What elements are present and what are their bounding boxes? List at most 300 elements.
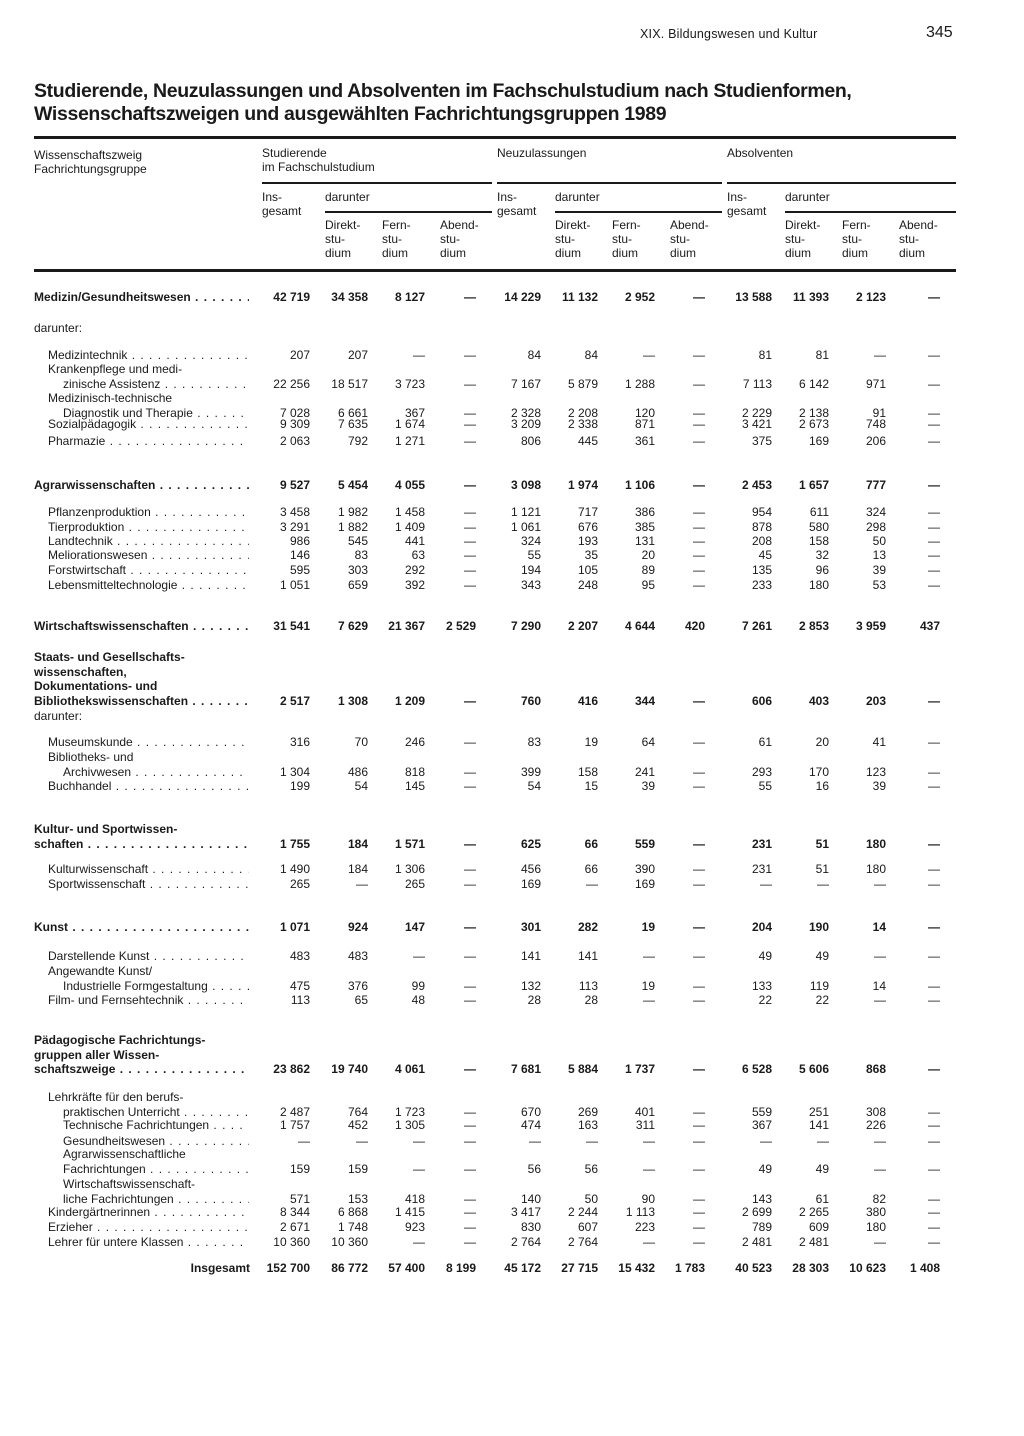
table-cell: 292: [404, 563, 425, 577]
table-cell: —: [693, 836, 705, 851]
table-cell: 2 208: [567, 405, 598, 420]
row-label: Agrarwissenschaftliche: [63, 1147, 186, 1161]
table-cell: —: [928, 405, 940, 420]
total-cell: 1 783: [674, 1261, 705, 1275]
table-cell: —: [928, 348, 940, 362]
table-cell: —: [928, 862, 940, 876]
table-cell: 971: [865, 376, 886, 391]
table-cell: 298: [865, 520, 886, 534]
table-cell: 2 853: [798, 619, 829, 633]
table-cell: 9 527: [279, 478, 310, 492]
row-label: Gesundheitswesen . . .: [63, 1134, 249, 1149]
table-cell: 265: [289, 877, 310, 891]
table-cell: 49: [758, 949, 772, 963]
table-cell: 49: [758, 1161, 772, 1176]
col-header-direktstudium: Direkt-: [325, 218, 361, 232]
row-label: schaftszweige . . .: [34, 1062, 249, 1077]
table-cell: —: [693, 1205, 705, 1219]
table-cell: —: [413, 1134, 425, 1148]
table-cell: —: [693, 1161, 705, 1176]
table-cell: 386: [634, 505, 655, 519]
table-cell: —: [928, 1118, 940, 1132]
table-cell: 31 541: [273, 619, 310, 633]
total-cell: 27 715: [561, 1261, 598, 1275]
col-header-direktstudium-2: stu-: [555, 232, 576, 246]
table-cell: 1 755: [279, 836, 310, 851]
row-label: Landtechnik . . .: [48, 534, 249, 549]
table-cell: 2 244: [567, 1205, 598, 1219]
table-cell: 18 517: [331, 376, 368, 391]
table-cell: 184: [347, 862, 368, 876]
table-cell: 180: [865, 862, 886, 876]
table-cell: 28: [584, 993, 598, 1007]
table-cell: 580: [808, 520, 829, 534]
table-cell: 61: [758, 735, 772, 749]
table-cell: 70: [354, 735, 368, 749]
row-label: Dokumentations- und: [34, 679, 158, 693]
table-cell: —: [874, 348, 886, 362]
row-label: Medizintechnik . . .: [48, 348, 249, 363]
table-cell: 194: [520, 563, 541, 577]
page-number: 345: [926, 24, 953, 41]
group-header-studierende-sub: im Fachschulstudium: [262, 160, 375, 174]
table-cell: 158: [577, 764, 598, 779]
table-cell: 14: [872, 920, 886, 934]
table-cell: —: [464, 1118, 476, 1132]
table-cell: 32: [815, 548, 829, 562]
table-cell: 193: [577, 534, 598, 548]
table-cell: 231: [751, 862, 772, 876]
table-cell: 1 071: [279, 920, 310, 934]
table-cell: 1 748: [337, 1220, 368, 1234]
table-cell: 1 051: [279, 578, 310, 592]
table-cell: 1 113: [625, 1205, 655, 1219]
col-header-fernstudium: Fern-: [842, 218, 871, 232]
table-cell: 2 764: [510, 1235, 541, 1249]
table-cell: 53: [872, 578, 886, 592]
table-cell: 3 723: [394, 376, 425, 391]
table-cell: 375: [751, 434, 772, 448]
table-cell: —: [693, 693, 705, 708]
table-cell: 3 209: [510, 417, 541, 431]
col-header-direktstudium-2: stu-: [325, 232, 346, 246]
table-cell: —: [693, 348, 705, 362]
table-cell: —: [464, 1220, 476, 1234]
table-cell: 11 393: [792, 290, 829, 304]
table-cell: —: [464, 862, 476, 876]
table-cell: —: [464, 348, 476, 362]
group-rule-studierende: [262, 182, 492, 184]
running-header: XIX. Bildungswesen und Kultur: [640, 27, 818, 41]
table-cell: 90: [641, 1191, 655, 1206]
table-cell: —: [693, 993, 705, 1007]
col-header-abendstudium: Abend-: [670, 218, 709, 232]
row-label: Kulturwissenschaft . . .: [48, 862, 249, 877]
total-cell: 8 199: [445, 1261, 476, 1275]
table-cell: 625: [520, 836, 541, 851]
col-header-abendstudium: Abend-: [440, 218, 479, 232]
table-cell: 1 974: [567, 478, 598, 492]
table-cell: —: [464, 993, 476, 1007]
table-cell: —: [464, 520, 476, 534]
table-cell: 163: [577, 1118, 598, 1132]
table-cell: 1 409: [394, 520, 425, 534]
table-cell: 445: [577, 434, 598, 448]
table-cell: 6 868: [337, 1205, 368, 1219]
table-cell: —: [356, 877, 368, 891]
row-label: Archivwesen . . .: [63, 765, 249, 780]
table-cell: 380: [865, 1205, 886, 1219]
title-line-1: Studierende, Neuzulassungen und Absolventen im Fachschulstudium nach Studienformen,: [34, 80, 852, 102]
table-cell: —: [928, 478, 940, 492]
table-cell: —: [693, 1062, 705, 1076]
table-cell: —: [464, 534, 476, 548]
col-header-fernstudium: Fern-: [382, 218, 411, 232]
table-cell: 390: [634, 862, 655, 876]
table-cell: 1 306: [394, 862, 425, 876]
table-cell: 95: [641, 578, 655, 592]
row-label: Bibliothekswissenschaften . . .: [34, 694, 249, 709]
table-cell: —: [643, 1235, 655, 1249]
row-label: praktischen Unterricht . . .: [63, 1105, 249, 1120]
table-cell: 133: [751, 978, 772, 993]
table-cell: 226: [865, 1118, 886, 1132]
table-cell: 204: [751, 920, 772, 934]
table-cell: 21 367: [388, 619, 425, 633]
table-cell: 123: [865, 764, 886, 779]
table-cell: —: [928, 949, 940, 963]
table-cell: 66: [584, 862, 598, 876]
table-cell: 169: [808, 434, 829, 448]
row-label: Pharmazie . . .: [48, 434, 249, 449]
col-header-direktstudium-2: stu-: [785, 232, 806, 246]
table-cell: 1 882: [337, 520, 368, 534]
table-cell: 2 764: [567, 1235, 598, 1249]
table-cell: 7 113: [742, 376, 772, 391]
col-header-darunter: darunter: [785, 190, 830, 204]
table-cell: 42 719: [273, 290, 310, 304]
table-cell: 19: [641, 920, 655, 934]
table-cell: 34 358: [331, 290, 368, 304]
table-cell: 19: [584, 735, 598, 749]
table-cell: 269: [577, 1104, 598, 1119]
table-cell: 301: [520, 920, 541, 934]
table-cell: 392: [404, 578, 425, 592]
table-cell: 7 629: [337, 619, 368, 633]
table-cell: —: [413, 1161, 425, 1176]
col-header-abendstudium-2: stu-: [440, 232, 461, 246]
page-title: [34, 80, 964, 126]
col-header-insgesamt: Ins-: [262, 190, 283, 204]
table-cell: —: [928, 290, 940, 304]
table-cell: 2 207: [567, 619, 598, 633]
table-cell: 83: [527, 735, 541, 749]
table-cell: 5 884: [567, 1062, 598, 1076]
table-cell: 65: [354, 993, 368, 1007]
table-cell: 367: [404, 405, 425, 420]
row-label: Lehrkräfte für den berufs-: [48, 1090, 184, 1104]
table-cell: 1 458: [394, 505, 425, 519]
row-label: Fachrichtungen . . .: [63, 1162, 249, 1177]
table-cell: 169: [634, 877, 655, 891]
table-cell: 63: [411, 548, 425, 562]
table-cell: —: [928, 1235, 940, 1249]
col-header-direktstudium-3: dium: [785, 246, 812, 260]
table-cell: 5 606: [798, 1062, 829, 1076]
table-cell: —: [643, 1134, 655, 1148]
row-label: Sportwissenschaft . . .: [48, 877, 249, 892]
table-cell: 241: [634, 764, 655, 779]
stub-header-2: Fachrichtungsgruppe: [34, 162, 147, 176]
table-cell: 45: [758, 548, 772, 562]
table-cell: —: [464, 1161, 476, 1176]
table-cell: 792: [347, 434, 368, 448]
table-cell: 868: [865, 1062, 886, 1076]
table-cell: 871: [634, 417, 655, 431]
col-header-direktstudium: Direkt-: [555, 218, 591, 232]
table-cell: 1 757: [279, 1118, 310, 1132]
table-cell: 96: [815, 563, 829, 577]
table-cell: 606: [751, 693, 772, 708]
col-header-fernstudium-3: dium: [612, 246, 639, 260]
table-cell: —: [928, 693, 940, 708]
table-cell: 113: [290, 993, 310, 1007]
row-label: Meliorationswesen . . .: [48, 548, 249, 563]
table-cell: —: [356, 1134, 368, 1148]
table-cell: 2 517: [279, 693, 310, 708]
table-cell: 1 490: [279, 862, 310, 876]
table-cell: —: [693, 735, 705, 749]
table-cell: 2 229: [741, 405, 772, 420]
table-cell: 676: [577, 520, 598, 534]
table-cell: 147: [404, 920, 425, 934]
table-cell: —: [693, 405, 705, 420]
table-cell: —: [464, 1062, 476, 1076]
table-cell: —: [874, 1134, 886, 1148]
table-cell: 7 635: [337, 417, 368, 431]
table-cell: 1 304: [279, 764, 310, 779]
table-cell: 131: [634, 534, 655, 548]
table-cell: —: [464, 1104, 476, 1119]
table-cell: —: [874, 877, 886, 891]
table-cell: 39: [872, 779, 886, 793]
table-cell: 55: [758, 779, 772, 793]
total-cell: 152 700: [266, 1261, 310, 1275]
table-cell: 82: [872, 1191, 886, 1206]
table-cell: 9 309: [279, 417, 310, 431]
table-cell: —: [693, 505, 705, 519]
table-cell: —: [928, 836, 940, 851]
table-cell: —: [693, 920, 705, 934]
col-header-abendstudium-3: dium: [440, 246, 467, 260]
table-cell: —: [413, 1235, 425, 1249]
table-cell: 22: [815, 993, 829, 1007]
col-header-insgesamt-2: gesamt: [262, 204, 302, 218]
table-cell: 486: [347, 764, 368, 779]
table-cell: 190: [808, 920, 829, 934]
table-cell: —: [693, 764, 705, 779]
table-cell: 3 291: [279, 520, 310, 534]
table-cell: 248: [577, 578, 598, 592]
table-cell: —: [464, 949, 476, 963]
table-cell: 923: [404, 1220, 425, 1234]
table-cell: 4 644: [624, 619, 655, 633]
table-cell: 14 229: [504, 290, 541, 304]
table-cell: 91: [872, 405, 886, 420]
table-cell: 717: [577, 505, 598, 519]
table-cell: 159: [347, 1161, 368, 1176]
table-cell: 84: [584, 348, 598, 362]
table-cell: 1 209: [394, 693, 425, 708]
row-label: Kultur- und Sportwissen-: [34, 822, 178, 836]
row-label: Sozialpädagogik . . .: [48, 417, 249, 432]
table-cell: —: [643, 949, 655, 963]
table-cell: 456: [520, 862, 541, 876]
table-cell: —: [464, 1191, 476, 1206]
table-cell: 1 308: [337, 693, 368, 708]
table-cell: —: [928, 1062, 940, 1076]
table-cell: 13 588: [735, 290, 772, 304]
table-cell: —: [693, 534, 705, 548]
table-cell: 141: [577, 949, 598, 963]
table-cell: 231: [751, 836, 772, 851]
row-label: Medizinisch-technische: [48, 391, 173, 405]
table-cell: 2 453: [741, 478, 772, 492]
table-cell: 344: [634, 693, 655, 708]
col-header-abendstudium-2: stu-: [899, 232, 920, 246]
table-cell: —: [464, 836, 476, 851]
table-cell: 140: [520, 1191, 541, 1206]
table-cell: —: [643, 1161, 655, 1176]
table-cell: 83: [354, 548, 368, 562]
table-cell: 420: [684, 619, 705, 633]
table-cell: 16: [815, 779, 829, 793]
table-cell: —: [693, 862, 705, 876]
table-cell: 385: [634, 520, 655, 534]
table-cell: 2 487: [279, 1104, 310, 1119]
row-label: Medizin/Gesundheitswesen . . .: [34, 290, 249, 305]
table-cell: 2 481: [741, 1235, 772, 1249]
table-cell: 22 256: [273, 376, 310, 391]
table-cell: 789: [751, 1220, 772, 1234]
table-cell: 2 328: [510, 405, 541, 420]
table-cell: —: [928, 548, 940, 562]
col-header-abendstudium-3: dium: [670, 246, 697, 260]
table-cell: 143: [751, 1191, 772, 1206]
table-cell: 50: [872, 534, 886, 548]
table-cell: 308: [865, 1104, 886, 1119]
table-cell: 986: [289, 534, 310, 548]
table-cell: 2 952: [624, 290, 655, 304]
table-cell: 3 458: [279, 505, 310, 519]
table-cell: —: [928, 563, 940, 577]
table-cell: —: [928, 520, 940, 534]
table-cell: —: [693, 520, 705, 534]
table-cell: 7 290: [510, 619, 541, 633]
table-cell: —: [874, 1235, 886, 1249]
table-cell: 483: [347, 949, 368, 963]
table-cell: 2 529: [445, 619, 476, 633]
table-cell: 4 061: [394, 1062, 425, 1076]
table-cell: 135: [751, 563, 772, 577]
col-header-insgesamt: Ins-: [497, 190, 518, 204]
row-label: Krankenpflege und medi-: [48, 362, 183, 376]
table-cell: —: [928, 534, 940, 548]
table-cell: 23 862: [273, 1062, 310, 1076]
table-cell: 169: [520, 877, 541, 891]
table-cell: —: [464, 548, 476, 562]
table-cell: 159: [289, 1161, 310, 1176]
table-cell: 89: [641, 563, 655, 577]
table-cell: 316: [289, 735, 310, 749]
table-cell: 545: [347, 534, 368, 548]
row-label: Diagnostik und Therapie . . .: [63, 406, 249, 421]
total-cell: 1 408: [909, 1261, 940, 1275]
table-cell: 878: [751, 520, 772, 534]
table-cell: 818: [404, 764, 425, 779]
table-cell: 28: [527, 993, 541, 1007]
table-cell: 56: [527, 1161, 541, 1176]
table-cell: 61: [815, 1191, 829, 1206]
table-cell: —: [693, 877, 705, 891]
col-header-insgesamt: Ins-: [727, 190, 748, 204]
table-cell: 806: [520, 434, 541, 448]
row-label: Staats- und Gesellschafts-: [34, 650, 185, 664]
table-cell: 1 737: [624, 1062, 655, 1076]
table-cell: —: [693, 978, 705, 993]
table-cell: 10 360: [273, 1235, 310, 1249]
table-cell: 7 028: [279, 405, 310, 420]
table-cell: —: [874, 993, 886, 1007]
table-cell: —: [693, 417, 705, 431]
col-header-direktstudium: Direkt-: [785, 218, 821, 232]
table-cell: 223: [634, 1220, 655, 1234]
table-cell: 3 417: [510, 1205, 541, 1219]
row-label: Lebensmitteltechnologie . . .: [48, 578, 249, 593]
table-cell: 119: [809, 978, 829, 993]
table-cell: 367: [751, 1118, 772, 1132]
table-cell: 99: [411, 978, 425, 993]
table-cell: 141: [520, 949, 541, 963]
table-cell: 13: [872, 548, 886, 562]
table-cell: 8 344: [279, 1205, 310, 1219]
table-cell: 51: [815, 862, 829, 876]
table-cell: —: [464, 417, 476, 431]
total-cell: 40 523: [735, 1261, 772, 1275]
header-bottom-rule: [34, 269, 956, 272]
table-cell: 437: [919, 619, 940, 633]
table-cell: —: [928, 1205, 940, 1219]
col-header-darunter: darunter: [555, 190, 600, 204]
total-label: Insgesamt: [190, 1261, 250, 1275]
table-cell: —: [928, 993, 940, 1007]
table-cell: 764: [347, 1104, 368, 1119]
table-cell: —: [928, 764, 940, 779]
table-cell: 64: [641, 735, 655, 749]
table-cell: 208: [751, 534, 772, 548]
table-cell: —: [928, 1191, 940, 1206]
col-header-abendstudium: Abend-: [899, 218, 938, 232]
table-cell: 10 360: [331, 1235, 368, 1249]
table-cell: 376: [347, 978, 368, 993]
table-cell: —: [928, 376, 940, 391]
table-cell: —: [464, 405, 476, 420]
table-cell: —: [413, 348, 425, 362]
table-cell: 401: [634, 1104, 655, 1119]
table-cell: 1 121: [510, 505, 541, 519]
table-cell: —: [928, 877, 940, 891]
table-cell: 452: [347, 1118, 368, 1132]
